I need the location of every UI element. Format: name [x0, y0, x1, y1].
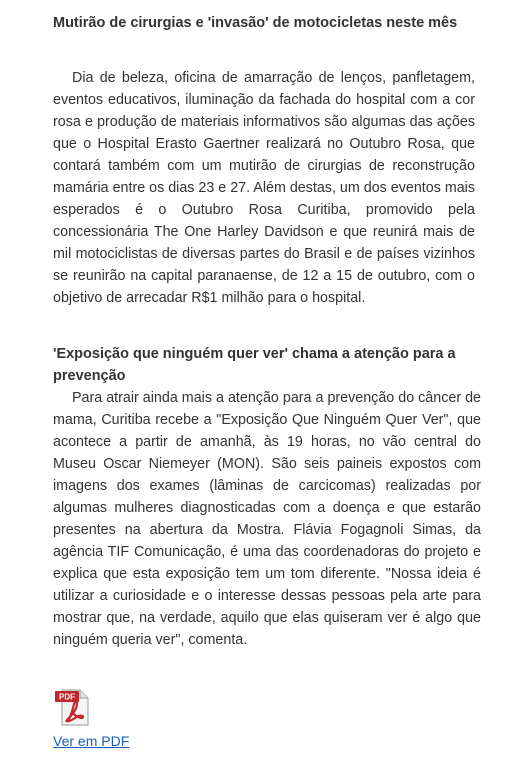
section-paragraph-surgeries: Dia de beleza, oficina de amarração de lenços, panfletagem, eventos educativos, iluminação da fachada do hospital com a cor rosa e produção de materiais informativos são algumas das ações que o Hospital Erasto Gaertner realizará no Outubro Rosa, que contará também com um mutirão de cirurgias de reconstrução mamária entre os dias 23 e 27. Além destas, um dos eventos mais esperados é o Outubro Rosa Curitiba, promovido pela concessionária The One Harley Davidson e que reunirá mais de mil motociclistas de diversas partes do Brasil e de países vizinhos se reunirão na capital paranaense, de 12 a 15 de outubro, com o objetivo de arrecadar R$1 milhão para o hospital.: [53, 70, 475, 306]
view-pdf-link[interactable]: Ver em PDF: [53, 733, 130, 749]
pdf-label-text: PDF: [59, 692, 75, 702]
section-heading-exhibition: 'Exposição que ninguém quer ver' chama a atenção para a prevenção: [53, 346, 456, 384]
section-heading-surgeries: Mutirão de cirurgias e 'invasão' de motocicletas neste mês: [53, 15, 458, 31]
pdf-download: [53, 687, 129, 750]
section-paragraph-exhibition: Para atrair ainda mais a atenção para a prevenção do câncer de mama, Curitiba recebe a "Exposição Que Ninguém Quer Ver", que acontece a partir de amanhã, às 19 horas, no vão central do Museu Oscar Niemeyer (MON). São seis paineis expostos com imagens dos exames (lâminas de carcicomas) realizadas por algumas mulheres diagnosticadas com a doença e que estarão presentes na abertura da Mostra. Flávia Fogagnoli Simas, da agência TIF Comunicação, é uma das coordenadoras do projeto e explica que esta exposição tem um tom diferente. "Nossa ideia é utilizar a curiosidade e o interesse dessas pessoas pela arte para mostrar que, na verdade, aquilo que elas quiseram ver é algo que ninguém queria ver", comenta.: [53, 390, 481, 648]
pdf-file-icon[interactable]: [53, 687, 93, 727]
